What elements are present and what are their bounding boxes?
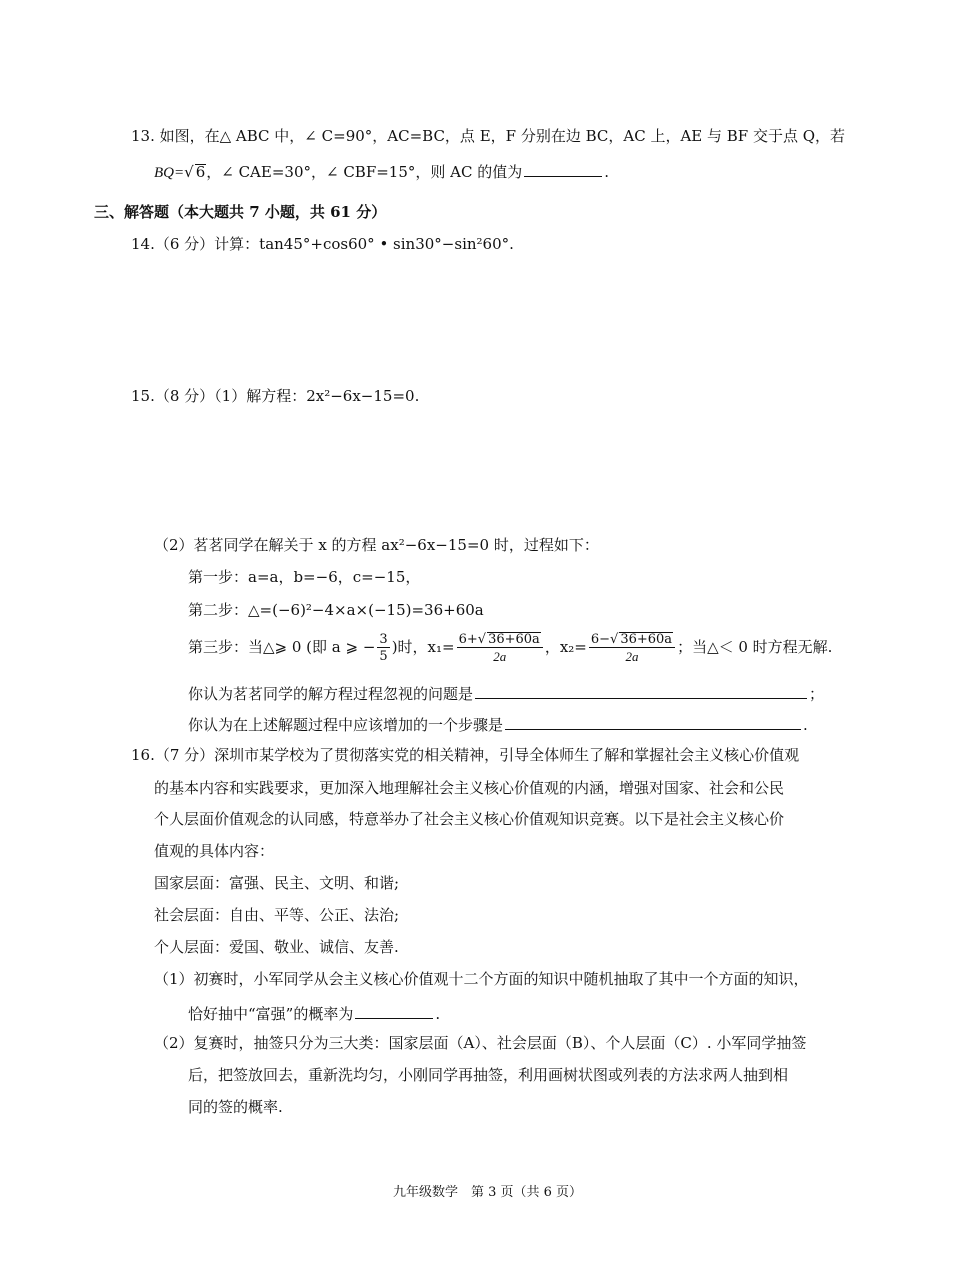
q15-step2: 第二步：△=(−6)²−4×a×(−15)=36+60a (188, 601, 484, 619)
x2-num-prefix: 6− (590, 632, 611, 647)
q16-part2-line: （2）复赛时，抽签只分为三大类：国家层面（A）、社会层面（B）、个人层面（C）. 小军同学抽签 (154, 1034, 807, 1052)
x2-radicand: 36+60a (620, 632, 673, 647)
q13-conditions: ，∠ CAE=30°，∠ CBF=15°，则 AC 的值为 (206, 163, 523, 181)
step3-suffix: ；当△＜ 0 时方程无解. (677, 638, 833, 656)
x1-denominator: 2a (493, 649, 507, 664)
x2-label: ，x₂= (544, 638, 587, 656)
q16-part2-line: 同的签的概率. (188, 1098, 283, 1116)
ask1-blank (475, 684, 807, 699)
frac-num: 3 (379, 631, 388, 647)
sqrt-symbol: √ (477, 632, 487, 647)
x1-numerator (457, 632, 543, 648)
q15-part2-intro: （2）茗茗同学在解关于 x 的方程 ax²−6x−15=0 时，过程如下： (154, 536, 599, 554)
q16-line: 的基本内容和实践要求，更加深入地理解社会主义核心价值观的内涵，增强对国家、社会和公民 (154, 779, 785, 797)
ask1-end: ； (809, 685, 825, 703)
sqrt-symbol: √ (610, 632, 619, 647)
p1-end: . (435, 1005, 441, 1023)
q16-line: 值观的具体内容： (154, 842, 275, 860)
ask2-blank (505, 715, 801, 730)
q15-ask1 (188, 684, 824, 702)
fraction-3-5 (377, 633, 389, 663)
q13-radicand: 6 (195, 163, 206, 181)
q13-line1: 13. 如图，在△ ABC 中，∠ C=90°，AC=BC，点 E，F 分别在边 BC，AC 上，AE 与 BF 交于点 Q，若 (131, 127, 846, 145)
p1-answer-blank (355, 1004, 433, 1019)
section-title: 三、解答题（本大题共 7 小题，共 61 分） (94, 203, 387, 221)
x2-fraction (589, 632, 675, 663)
x2-numerator (589, 632, 675, 648)
q13-end: . (604, 163, 610, 181)
q16-level-social: 社会层面：自由、平等、公正、法治; (154, 906, 400, 924)
q13-answer-blank (524, 162, 602, 177)
sqrt-symbol: √ (184, 163, 194, 181)
q16-line: 个人层面价值观念的认同感，特意举办了社会主义核心价值观知识竞赛。以下是社会主义核心价 (154, 810, 785, 828)
step3-prefix: 第三步：当△⩾ 0 (即 a ⩾ − (188, 638, 376, 656)
q16-level-national: 国家层面：富强、民主、文明、和谐; (154, 874, 400, 892)
q14-text: 14.（6 分）计算：tan45°+cos60° • sin30°−sin²60°. (131, 235, 514, 253)
q15-step1: 第一步：a=a，b=−6，c=−15， (188, 568, 421, 586)
q16-part2-line: 后，把签放回去，重新洗均匀，小刚同学再抽签，利用画树状图或列表的方法求两人抽到相 (188, 1066, 789, 1084)
q16-line: 16.（7 分）深圳市某学校为了贯彻落实党的相关精神，引导全体师生了解和掌握社会主义核心价值观 (131, 746, 800, 764)
q15-ask2 (188, 715, 808, 733)
x1-num-prefix: 6+ (458, 632, 478, 647)
q15-step3 (188, 632, 832, 663)
q16-level-personal: 个人层面：爱国、敬业、诚信、友善. (154, 938, 399, 956)
x2-denominator: 2a (625, 649, 639, 664)
ask1-text: 你认为茗茗同学的解方程过程忽视的问题是 (188, 685, 474, 703)
q16-part1-line2 (188, 1004, 440, 1022)
ask2-end: . (803, 716, 808, 734)
x1-radicand: 36+60a (488, 632, 540, 647)
q13-bq-label: BQ= (154, 165, 185, 181)
ask2-text: 你认为在上述解题过程中应该增加的一个步骤是 (188, 716, 504, 734)
q13-line2 (154, 162, 609, 181)
p1-text: 恰好抽中“富强”的概率为 (188, 1005, 354, 1023)
x1-fraction (457, 632, 543, 663)
page-footer: 九年级数学 第 3 页（共 6 页） (392, 1185, 583, 1200)
q15-part1: 15.（8 分）（1）解方程：2x²−6x−15=0. (131, 387, 420, 405)
frac-den: 5 (379, 648, 388, 664)
q16-part1-line1: （1）初赛时，小军同学从会主义核心价值观十二个方面的知识中随机抽取了其中一个方面的知识， (154, 970, 809, 988)
step3-mid: )时，x₁= (391, 638, 455, 656)
